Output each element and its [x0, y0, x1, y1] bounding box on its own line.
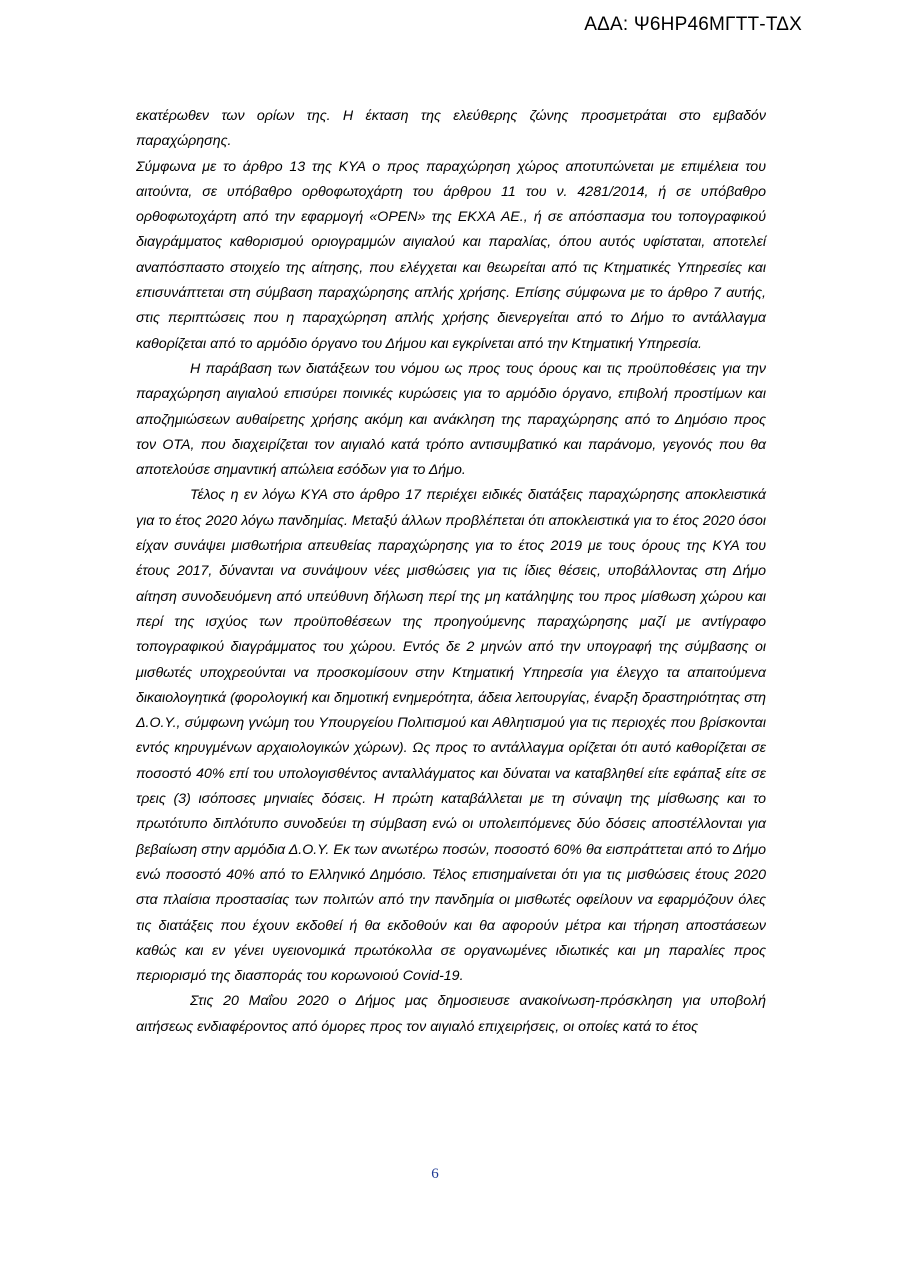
- page-number: 6: [431, 1166, 439, 1182]
- ada-identifier: ΑΔΑ: Ψ6ΗΡ46ΜΓΤΤ-ΤΔΧ: [584, 14, 802, 35]
- paragraph-violation: Η παράβαση των διατάξεων του νόμου ως προς τους όρους και τις προϋποθέσεις για την παραχώρηση αιγιαλού επισύρει ποινικές κυρώσεις για το αρμόδιο όργανο, επιβολή προστίμων και αποζημιώσεων αυθαίρετης χρήσης ακόμη και ανάκληση της παραχώρησης από το Δημόσιο προς τον ΟΤΑ, που διαχειρίζεται τον αιγιαλό κατά τρόπο αντισυμβατικό και παράνομο, γεγονός που θα αποτελούσε σημαντική απώλεια εσόδων για το Δήμο.: [136, 360, 766, 479]
- document-body: [136, 104, 766, 1040]
- paragraph-article-17: Τέλος η εν λόγω ΚΥΑ στο άρθρο 17 περιέχει ειδικές διατάξεις παραχώρησης αποκλειστικά για το έτος 2020 λόγω πανδημίας. Μεταξύ άλλων προβλέπεται ότι αποκλειστικά για το έτος 2020 όσοι είχαν συνάψει μισθωτήρια απευθείας παραχώρησης για το έτος 2019 με τους όρους της ΚΥΑ του έτους 2017, δύνανται να συνάψουν νέες μισθώσεις για τις ίδιες θέσεις, υποβάλλοντας στη Δήμο αίτηση συνοδευόμενη από υπεύθυνη δήλωση περί της μη κατάληψης του προς μίσθωση χώρου και περί της ισχύος των προϋποθέσεων της προηγούμενης παραχώρησης μαζί με αντίγραφο τοπογραφικού διαγράμματος του χώρου. Εντός δε 2 μηνών από την υπογραφή της σύμβασης οι μισθωτές υποχρεούνται να προσκομίσουν στην Κτηματική Υπηρεσία για έλεγχο τα απαιτούμενα δικαιολογητικά (φορολογική και δημοτική ενημερότητα, άδεια λειτουργίας, έναρξη δραστηριότητας στη Δ.Ο.Υ., σύμφωνη γνώμη του Υπουργείου Πολιτισμού και Αθλητισμού για τις περιοχές που βρίσκονται εντός κηρυγμένων αρχαιολογικών χώρων). Ως προς το αντάλλαγμα ορίζεται ότι αυτό καθορίζεται σε ποσοστό 40% επί του υπολογισθέντος ανταλλάγματος και δύναται να καταβληθεί είτε εφάπαξ είτε σε τρεις (3) ισόποσες μηνιαίες δόσεις. Η πρώτη καταβάλλεται με τη σύναψη της μίσθωσης και το πρωτότυπο διπλότυπο συνοδεύει τη σύμβαση ενώ οι υπολειπόμενες δύο δόσεις αποστέλλονται για βεβαίωση στην αρμόδια Δ.Ο.Υ. Εκ των ανωτέρω ποσών, ποσοστό 60% θα εισπράττεται από το Δήμο ενώ ποσοστό 40% από το Ελληνικό Δημόσιο. Τέλος επισημαίνεται ότι για τις μισθώσεις έτους 2020 στα πλαίσια προστασίας των πολιτών από την πανδημία οι μισθωτές οφείλουν να εφαρμόζουν όλες τις διατάξεις που έχουν εκδοθεί ή θα εκδοθούν και θα αφορούν μέτρα και τήρηση αποστάσεων καθώς και εν γένει υγειονομικά πρωτόκολλα σε οργανωμένες ιδιωτικές και μη παραλίες προς περιορισμό της διασποράς του κορωνοιού Covid-19.: [136, 487, 766, 985]
- paragraph-announcement: Στις 20 Μαΐου 2020 ο Δήμος μας δημοσιευσε ανακοίνωση-πρόσκληση για υποβολή αιτήσεως ενδιαφέροντος από όμορες προς τον αιγιαλό επιχειρήσεις, οι οποίες κατά το έτος: [136, 993, 766, 1035]
- paragraph-continuation: εκατέρωθεν των ορίων της. Η έκταση της ελεύθερης ζώνης προσμετράται στο εμβαδόν παραχώρησης.: [136, 108, 766, 150]
- paragraph-article-13: Σύμφωνα με το άρθρο 13 της ΚΥΑ ο προς παραχώρηση χώρος αποτυπώνεται με επιμέλεια του αιτούντα, σε υπόβαθρο ορθοφωτοχάρτη του άρθρου 11 του ν. 4281/2014, ή σε υπόβαθρο ορθοφωτοχάρτη από την εφαρμογή «OPEN» της ΕΚΧΑ ΑΕ., ή σε απόσπασμα του τοπογραφικού διαγράμματος καθορισμού οριογραμμών αιγιαλού και παραλίας, όπου αυτός υφίσταται, αποτελεί αναπόσπαστο στοιχείο της αίτησης, που ελέγχεται και θεωρείται από τις Κτηματικές Υπηρεσίες και επισυνάπτεται στη σύμβαση παραχώρησης απλής χρήσης. Επίσης σύμφωνα με το άρθρο 7 αυτής, στις περιπτώσεις που η παραχώρηση απλής χρήσης διενεργείται από το Δήμο το αντάλλαγμα καθορίζεται από το αρμόδιο όργανο του Δήμου και εγκρίνεται από την Κτηματική Υπηρεσία.: [136, 158, 766, 352]
